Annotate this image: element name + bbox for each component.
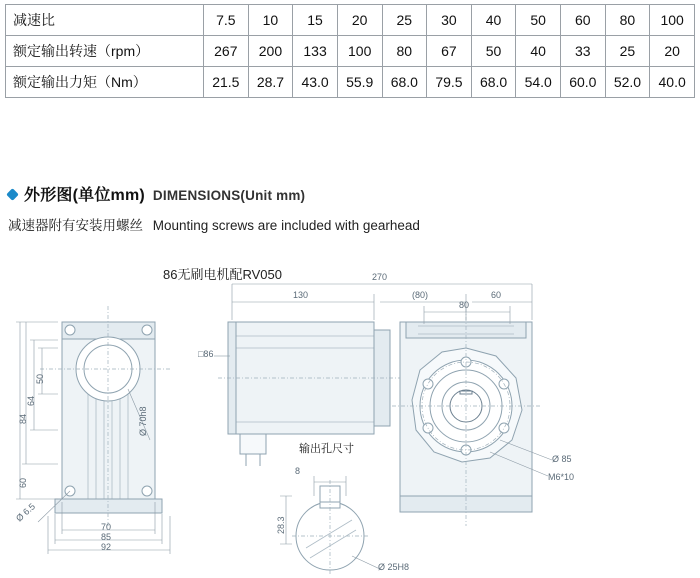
table-row [6, 5, 695, 36]
cell: 80 [605, 5, 650, 36]
row-label: 额定输出转速（rpm） [6, 36, 204, 67]
diamond-bullet-icon [6, 188, 19, 201]
dim-bottom-92: 92 [101, 542, 112, 552]
cell: 43.0 [293, 67, 338, 98]
cell: 55.9 [337, 67, 382, 98]
table-row [6, 36, 695, 67]
dim-bottom-70: 70 [101, 522, 112, 532]
dim-motor-square: □86 [198, 349, 214, 359]
specifications-table [5, 4, 695, 98]
dim-shaft-dia: Ø 25H8 [378, 562, 410, 572]
dimension-drawing [0, 244, 700, 578]
dim-bottom-85: 85 [101, 532, 112, 542]
dim-total-length: 270 [372, 272, 388, 282]
cell: 68.0 [382, 67, 427, 98]
dim-gear-length: 60 [491, 290, 502, 300]
section-note-en: Mounting screws are included with gearhead [152, 218, 420, 233]
left-side-view [40, 306, 172, 526]
cell: 60 [561, 5, 606, 36]
section-note-cn: 减速器附有安装用螺丝 [8, 218, 143, 233]
row-label: 额定输出力矩（Nm） [6, 67, 204, 98]
dim-left-84: 84 [18, 413, 28, 424]
cell: 40 [516, 36, 561, 67]
cell: 40 [471, 5, 516, 36]
section-heading-en: DIMENSIONS(Unit mm) [152, 188, 306, 203]
cell: 10 [248, 5, 293, 36]
cell: 52.0 [605, 67, 650, 98]
cell: 33 [561, 36, 606, 67]
output-hole-detail [280, 476, 382, 576]
cell: 25 [382, 5, 427, 36]
gearbox-front-view [392, 308, 552, 526]
cell: 80 [382, 36, 427, 67]
cell: 100 [650, 5, 695, 36]
dim-motor-length: 130 [293, 290, 309, 300]
cell: 40.0 [650, 67, 695, 98]
cell: 28.7 [248, 67, 293, 98]
dim-key-width: 8 [295, 466, 301, 476]
dim-left-50: 50 [35, 373, 45, 384]
cell: 54.0 [516, 67, 561, 98]
cell: 21.5 [204, 67, 249, 98]
section-note [8, 214, 420, 234]
cell: 25 [605, 36, 650, 67]
dim-mid-length: (80) [412, 290, 429, 300]
dim-left-64: 64 [26, 395, 36, 406]
cell: 7.5 [204, 5, 249, 36]
cell: 200 [248, 36, 293, 67]
row-label: 减速比 [6, 5, 204, 36]
cell: 133 [293, 36, 338, 67]
cell: 68.0 [471, 67, 516, 98]
dim-pcd: Ø 85 [552, 454, 572, 464]
dim-thread: M6*10 [548, 472, 575, 482]
cell: 67 [427, 36, 472, 67]
cell: 15 [293, 5, 338, 36]
cell: 20 [650, 36, 695, 67]
cell: 50 [471, 36, 516, 67]
cell: 79.5 [427, 67, 472, 98]
section-heading-cn: 外形图(单位mm) [24, 187, 145, 204]
section-heading [8, 182, 305, 205]
cell: 50 [516, 5, 561, 36]
dim-flange-width: 80 [459, 300, 470, 310]
dim-bore-left: Ø 70h8 [138, 406, 148, 436]
dim-hole-dia: Ø 6.5 [14, 501, 38, 524]
cell: 20 [337, 5, 382, 36]
output-hole-title: 输出孔尺寸 [299, 443, 354, 455]
cell: 100 [337, 36, 382, 67]
table-row [6, 67, 695, 98]
dim-left-60: 60 [18, 477, 28, 488]
dim-key-height: 28.3 [276, 516, 286, 534]
cell: 60.0 [561, 67, 606, 98]
cell: 30 [427, 5, 472, 36]
cell: 267 [204, 36, 249, 67]
drawing-title: 86无刷电机配RV050 [163, 267, 282, 282]
